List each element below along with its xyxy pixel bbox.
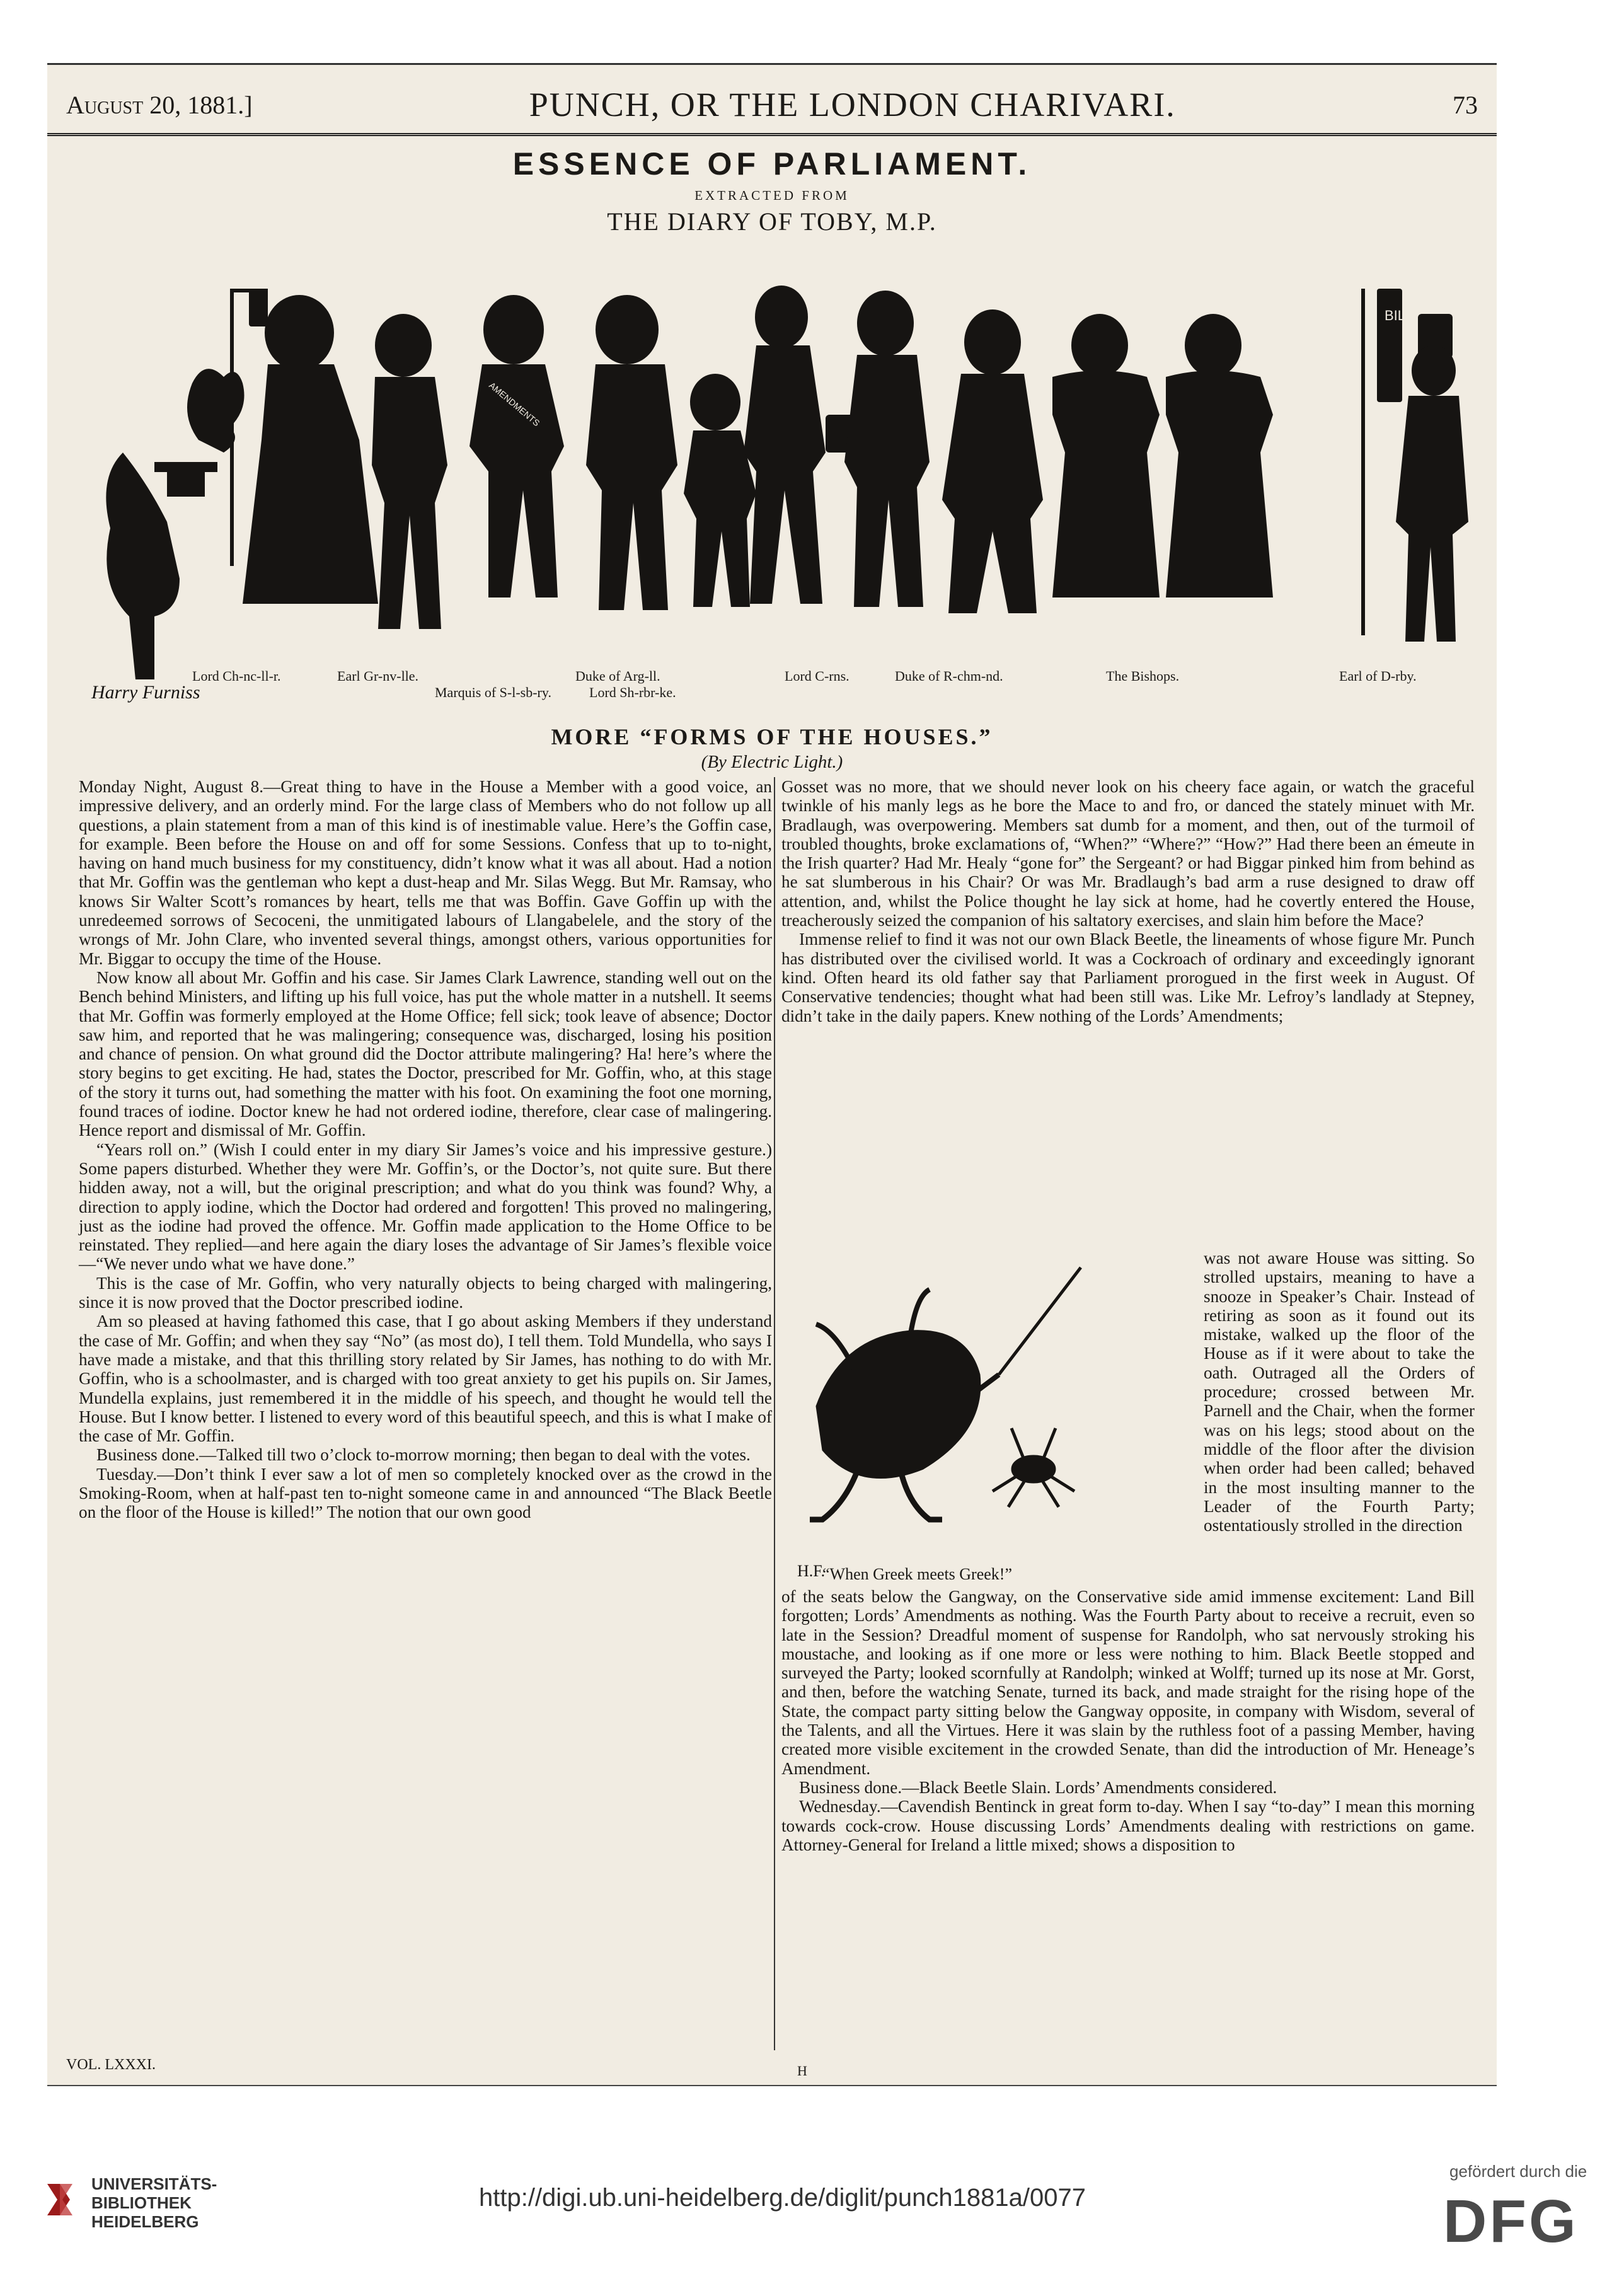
funded-by: gefördert durch die — [1449, 2162, 1587, 2181]
figure-earl-derby — [1396, 396, 1468, 642]
dfg-logo: DFG — [1443, 2188, 1579, 2255]
cat-silhouette — [187, 369, 245, 453]
paragraph: Immense relief to find it was not our own Black Beetle, the lineaments of whose figure Mr. Punch has distributed over the civilised world. It was a Cockroach of ordinary and exceedingly ignorant kind. Often heard its old father say that Parliament prorogued in the first week in August. Of Conservative tendencies; thought what had been still was. Like Mr. Lefroy’s landlady at Stepney, didn’t take in the daily papers. Knew nothing of the Lords’ Amendments; — [781, 930, 1475, 1025]
caption-earl-derby: Earl of D-rby. — [1339, 668, 1417, 684]
volume-label: VOL. LXXXI. — [66, 2057, 156, 2073]
paragraph: Monday Night, August 8.—Great thing to have in the House a Member with a good voice, an impressive delivery, and an orderly mind. For the large class of Members who do not follow up all questions, a plain statement from a man of this kind is of inestimable value. Here’s the Goffin case, for example. Been before the House on and off for some Sessions. Confess that up to to-night, having on hand much business for my constituency, didn’t know what it was all about. Had a notion that Mr. Goffin was the gentleman who kept a dust-heap and Mr. Silas Wegg. But Mr. Ramsay, who knows Sir Walter Scott’s romances by heart, tells me that was Boffin. Gave Goffin up with the unredeemed sorrows of Secoceni, the unmitigated labours of Llangabelele, and the story of the wrongs of Mr. John Clare, who invented several things, amongst others, various opportunities for Mr. Biggar to occupy the time of the House. — [79, 777, 772, 968]
figure-lord-cairns — [844, 355, 930, 607]
caption-lord-cairns: Lord C-rns. — [785, 668, 849, 684]
figure-bishop-1 — [1052, 371, 1160, 597]
paragraph: was not aware House was sitting. So strolled upstairs, meaning to have a snooze in Speaker’s Chair. Instead of retiring as soon as it found out its mistake, walked up the floor of the House as if it were about to take the oath. Outraged all the Orders of procedure; crossed between Mr. Parnell and the Chair, when the former was on his legs; stood about on the middle of the floor after the division when order had been called; behaved in the most insulting manner to the Leader of the Fourth Party; ostentatiously strolled in the direction — [1204, 1249, 1475, 1535]
right-narrow-column — [1204, 1249, 1475, 1535]
cockroach-body — [1011, 1455, 1056, 1483]
caption-duke-argyll: Duke of Arg-ll. — [575, 668, 660, 684]
essence-title: ESSENCE OF PARLIAMENT. — [512, 146, 1032, 182]
door-knocker — [249, 289, 268, 326]
beetle-illustration — [785, 1249, 1197, 1589]
paper-label: AMENDMENTS — [487, 380, 542, 429]
sword — [999, 1267, 1081, 1375]
extracted-from: EXTRACTED FROM — [694, 188, 849, 203]
bill-label: BILL — [1385, 308, 1414, 323]
issue-date: August 20, 1881.] — [66, 90, 253, 119]
figure-marquis-salisbury — [586, 364, 677, 610]
paragraph: Tuesday.—Don’t think I ever saw a lot of men so completely knocked over as the crowd in the Smoking-Room, when at half-past ten to-night someone came in and announced “The Black Beetle on the floor of the House is killed!” The notion that our own good — [79, 1464, 772, 1522]
caption-marquis-salisbury: Marquis of S-l-sb-ry. — [435, 684, 551, 700]
article-subtitle: (By Electric Light.) — [701, 752, 843, 772]
newspaper-page — [47, 63, 1497, 2086]
page-number: 73 — [1453, 90, 1478, 119]
paragraph: Wednesday.—Cavendish Bentinck in great form to-day. When I say “to-day” I mean this morning towards cock-crow. House discussing Lords’ Amendments dealing with restrictions on game. Attorney-General for Ireland a little mixed; shows a disposition to — [781, 1797, 1475, 1854]
caption-duke-richmond: Duke of R-chm-nd. — [895, 668, 1003, 684]
beetle-signature: H.F. — [797, 1562, 826, 1580]
black-beetle-body — [816, 1330, 981, 1479]
bill-placard — [1377, 289, 1402, 402]
column-rule — [774, 777, 775, 2050]
caption-bishops: The Bishops. — [1106, 668, 1180, 684]
figure-earl-granville — [372, 377, 447, 629]
door-frame — [230, 289, 234, 566]
running-head — [47, 76, 1497, 136]
paragraph: This is the case of Mr. Goffin, who very naturally objects to being charged with malingering, since it is now proved that the Doctor prescribed iodine. — [79, 1273, 772, 1312]
paragraph: of the seats below the Gangway, on the Conservative side amid immense excitement: Land Bill forgotten; Lords’ Amendments as nothing. Was the Fourth Party about to receive a recruit, even so late in the Session? Dreadful moment of suspense for Randolph, who sat nervously stroking his moustache, and looking as if one more or less were nothing to him. Black Beetle stopped and surveyed the Party; looked scornfully at Randolph; winked at Wolff; turned up its nose at Mr. Gorst, and then, before the watching Senate, turned its back, and made straight for the rising hope of the State, the compact party sitting below the Gangway opposite, in company with Wisdom, several of the Talents, and all the Virtues. Here it was slain by the ruthless foot of a passing Member, having created more visible excitement in the crowded Senate, than did the introduction of Mr. Heneage’s Amendment. — [781, 1587, 1475, 1778]
paragraph: Business done.—Talked till two o’clock to-morrow morning; then began to deal with the votes. — [96, 1445, 751, 1465]
right-column-bottom — [781, 1587, 1475, 1854]
caption-lord-chancellor: Lord Ch-nc-ll-r. — [192, 668, 281, 684]
signature-mark: H — [797, 2063, 807, 2079]
figure-lord-sherbrooke — [684, 430, 756, 607]
right-column-top — [781, 777, 1475, 1025]
figure-duke-richmond — [942, 374, 1043, 613]
figure-tall-lord — [744, 345, 826, 604]
left-column — [79, 777, 772, 1522]
paragraph: Gosset was no more, that we should never look on his cheery face again, or watch the graceful twinkle of his manly legs as he bore the Mace to and fro, or danced the stately minuet with Mr. Bradlaugh, was overpowering. Members sat dumb for a moment, and then, out of the turmoil of troubled thoughts, broke exclamations of, “When?” “Where?” “How?” Had there been an émeute in the Irish quarter? Had Mr. Healy “gone for” the Sergeant? or had Biggar pinked him from behind as he sat slumberous in his Chair? Or was Mr. Bradlaugh’s bad arm a ruse designed to draw off attention, and, whilst the Police thought he lay sick at home, had he covertly entered the House, treacherously seized the companion of his saltatory exercises, and slain him before the Mace? — [781, 777, 1475, 930]
beetle-caption: “When Greek meets Greek!” — [822, 1565, 1012, 1583]
digitization-footer — [0, 2124, 1624, 2274]
caption-lord-sherbrooke: Lord Sh-rbr-ke. — [589, 684, 676, 700]
silhouette-illustration — [79, 251, 1471, 717]
publication-title: PUNCH, OR THE LONDON CHARIVARI. — [529, 86, 1176, 124]
paragraph: Now know all about Mr. Goffin and his case. Sir James Clark Lawrence, standing well out on the Bench behind Ministers, and lifting up his full voice, has put the whole matter in a nutshell. It seems that Mr. Goffin was formerly employed at the Home Office; fell sick; took leave of absence; Doctor saw him, and reported that he was malingering; consequence was, discharged, losing his position and chance of pension. On what ground did the Doctor attribute malingering? Ha! here’s where the story begins to get exciting. He had, states the Doctor, prescribed for Mr. Goffin, who, at this stage of the story it turns out, had something the matter with his foot. On examining the foot one morning, found traces of iodine. Doctor knew he had not ordered iodine, therefore, clear case of malingering. Hence report and dismissal of Mr. Goffin. — [79, 967, 772, 1140]
source-url-link[interactable]: http://digi.ub.uni-heidelberg.de/diglit/punch1881a/0077 — [479, 2184, 1086, 2212]
paragraph: “Years roll on.” (Wish I could enter in my diary Sir James’s voice and his impressive gesture.) Some papers disturbed. Whether they were Mr. Goffin’s, or the Doctor’s, not quite sure. But there hidden away, not a will, but the original prescription; and what do you think was found? Why, a direction to apply iodine, which the Doctor had ordered and forgotten! This proved no malingering, just as the iodine had proved the offence. Mr. Goffin made application to the Home Office to be reinstated. They replied—and here again the diary loses the advantage of Sir James’s flexible voice—“We never undo what we have done.” — [79, 1140, 772, 1274]
paragraph: Am so pleased at having fathomed this case, that I go about asking Members if they understand the case of Mr. Goffin; and when they say “No” (as most do), I tell them. Told Mundella, who says I have made a mistake, and that this thrilling story related by Sir James, has nothing to do with Mr. Goffin, who is a schoolmaster, and is charged with too great anxiety to get his pupils on. Sir James, Mundella explains, just remembered it in the middle of his speech, and thought he would tell the House. But I know better. I listened to every word of this beautiful speech, and this is what I make of the case of Mr. Goffin. — [79, 1312, 772, 1446]
artist-signature: Harry Furniss — [91, 682, 200, 703]
article-title: MORE “FORMS OF THE HOUSES.” — [551, 724, 993, 749]
silhouette-figures — [106, 286, 1468, 679]
library-name: UNIVERSITÄTS- BIBLIOTHEK HEIDELBERG — [91, 2174, 217, 2231]
figure-bishop-2 — [1166, 371, 1273, 597]
paragraph: Business done.—Black Beetle Slain. Lords’ Amendments considered. — [799, 1777, 1277, 1797]
library-logo-icon — [41, 2179, 83, 2220]
caption-earl-granville: Earl Gr-nv-lle. — [337, 668, 419, 684]
figure-lord-chancellor — [243, 364, 378, 604]
diary-title: THE DIARY OF TOBY, M.P. — [607, 207, 937, 236]
